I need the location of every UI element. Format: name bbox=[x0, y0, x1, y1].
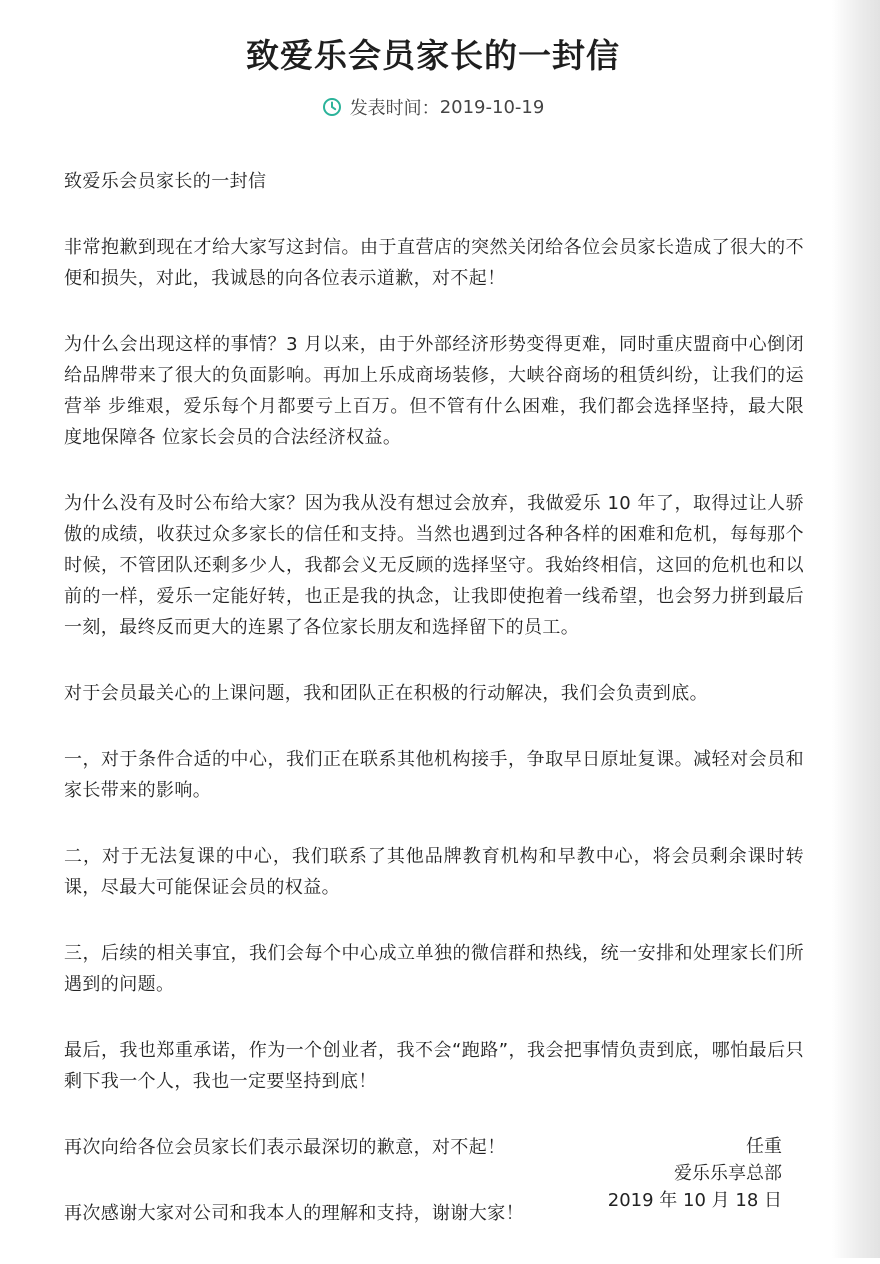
paragraph-salutation: 致爱乐会员家长的一封信 bbox=[64, 171, 267, 192]
publish-date: 2019-10-19 bbox=[439, 96, 545, 118]
paragraph-thanks: 再次感谢大家对公司和我本人的理解和支持，谢谢大家！ bbox=[64, 1203, 524, 1224]
page-edge-shadow bbox=[832, 0, 880, 1258]
paragraph-apology: 非常抱歉到现在才给大家写这封信。由于直营店的突然关闭给各位会员家长造成了很大的不便和损失，对此，我诚恳的向各位表示道歉，对不起！ bbox=[64, 237, 804, 289]
paragraph-why-not-announced: 为什么没有及时公布给大家？因为我从没有想过会放弃，我做爱乐 10 年了，取得过让人骄傲的成绩，收获过众多家长的信任和支持。当然也遇到过各种各样的困难和危机，每每那个时候，不管团队还剩多少人，我都会义无反顾的选择坚守。我始终相信，这回的危机也和以前的一样，爱乐一定能好转，也正是我的执念，让我即使抱着一线希望，也会努力拼到最后一刻，最终反而更大的连累了各位家长朋友和选择留下的员工。 bbox=[64, 493, 804, 638]
letter-body bbox=[64, 166, 804, 1264]
signature-date: 2019 年 10 月 18 日 bbox=[607, 1190, 782, 1211]
paragraph-promise: 最后，我也郑重承诺，作为一个创业者，我不会“跑路”，我会把事情负责到底，哪怕最后只剩下我一个人，我也一定要坚持到底！ bbox=[64, 1040, 804, 1092]
publish-meta bbox=[0, 94, 866, 120]
signature-name: 任重 bbox=[746, 1136, 782, 1157]
signature-org: 爱乐乐享总部 bbox=[674, 1163, 782, 1184]
page-title: 致爱乐会员家长的一封信 bbox=[246, 36, 620, 75]
clock-icon bbox=[322, 97, 342, 117]
signature-block bbox=[608, 1133, 782, 1214]
publish-label: 发表时间： bbox=[349, 98, 440, 119]
paragraph-apology-again: 再次向给各位会员家长们表示最深切的歉意，对不起！ bbox=[64, 1137, 506, 1158]
paragraph-reason: 为什么会出现这样的事情？3 月以来，由于外部经济形势变得更难，同时重庆盟商中心倒闭给品牌带来了很大的负面影响。再加上乐成商场装修，大峡谷商场的租赁纠纷，让我们的运营举 步维艰，爱乐每个月都要亏上百万。但不管有什么困难，我们都会选择坚持，最大限度地保障各 位家长会员的合法经济权益。 bbox=[64, 334, 804, 448]
paragraph-class-issue: 对于会员最关心的上课问题，我和团队正在积极的行动解决，我们会负责到底。 bbox=[64, 683, 708, 704]
paragraph-point-two: 二，对于无法复课的中心，我们联系了其他品牌教育机构和早教中心，将会员剩余课时转课，尽最大可能保证会员的权益。 bbox=[64, 846, 804, 898]
paragraph-point-three: 三，后续的相关事宜，我们会每个中心成立单独的微信群和热线，统一安排和处理家长们所遇到的问题。 bbox=[64, 943, 804, 995]
paragraph-point-one: 一，对于条件合适的中心，我们正在联系其他机构接手，争取早日原址复课。减轻对会员和家长带来的影响。 bbox=[64, 749, 804, 801]
